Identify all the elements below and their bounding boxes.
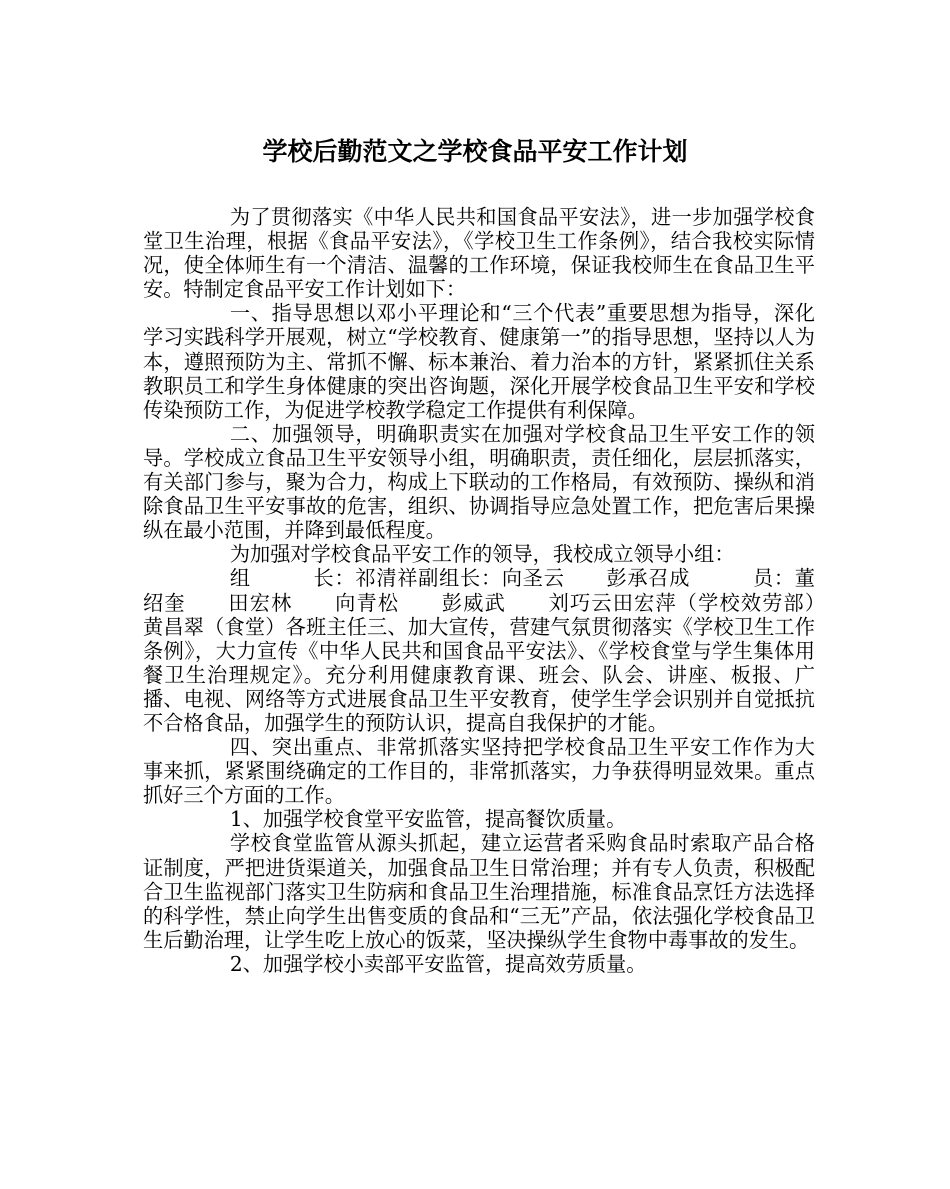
paragraph-shop-heading: 2、加强学校小卖部平安监管，提高效劳质量。	[229, 951, 647, 976]
paragraph-key-points: 四、突出重点、非常抓落实坚持把学校食品卫生平安工作作为大事来抓，紧紧围绕确定的工作目的，非常抓落实，力争获得明显效果。重点抓好三个方面的工作。	[143, 735, 815, 808]
paragraph-guiding-ideology: 一、指导思想以邓小平理论和“三个代表”重要思想为指导，深化学习实践科学开展观，树立“学校教育、健康第一”的指导思想，坚持以人为本，遵照预防为主、常抓不懈、标本兼治、着力治本的方针，紧紧抓住关系教职员工和学生身体健康的突出咨询题，深化开展学校食品卫生平安和学校传染预防工作，为促进学校教学稳定工作提供有利保障。	[143, 301, 815, 422]
paragraph-intro: 为了贯彻落实《中华人民共和国食品平安法》，进一步加强学校食堂卫生治理，根据《食品平安法》，《学校卫生工作条例》，结合我校实际情况，使全体师生有一个清洁、温馨的工作环境，保证我校师生在食品卫生平安。特制定食品平安工作计划如下：	[143, 205, 815, 302]
paragraph-canteen-supervision: 学校食堂监管从源头抓起，建立运营者采购食品时索取产品合格证制度，严把进货渠道关，加强食品卫生日常治理；并有专人负责，积极配合卫生监视部门落实卫生防病和食品卫生治理措施，标准食品烹饪方法选择的科学性，禁止向学生出售变质的食品和“三无”产品，依法强化学校食品卫生后勤治理，让学生吃上放心的饭菜，坚决操纵学生食物中毒事故的发生。	[143, 831, 815, 952]
document-title: 学校后勤范文之学校食品平安工作计划	[262, 137, 688, 166]
paragraph-group-members: 组 长：祁清祥副组长：向圣云 彭承召成 员：董绍奎 田宏林 向青松 彭威武 刘巧云田宏萍（学校效劳部） 黄昌翠（食堂）各班主任三、加大宣传，营建气氛贯彻落实《学校卫生工作条例》，大力宣传《中华人民共和国食品平安法》、《学校食堂与学生集体用餐卫生治理规定》。充分利用健康教育课、班会、队会、讲座、板报、广播、电视、网络等方式进展食品卫生平安教育，使学生学会识别并自觉抵抗不合格食品，加强学生的预防认识，提高自我保护的才能。	[143, 566, 856, 735]
paragraph-leadership: 二、加强领导，明确职责实在加强对学校食品卫生平安工作的领导。学校成立食品卫生平安领导小组，明确职责，责任细化，层层抓落实，有关部门参与，聚为合力，构成上下联动的工作格局，有效预防、操纵和消除食品卫生平安事故的危害，组织、协调指导应急处置工作，把危害后果操纵在最小范围，并降到最低程度。	[143, 421, 815, 543]
paragraph-leading-group: 为加强对学校食品平安工作的领导，我校成立领导小组：	[229, 542, 735, 567]
document-body	[143, 205, 856, 976]
paragraph-canteen-heading: 1、加强学校食堂平安监管，提高餐饮质量。	[229, 807, 627, 832]
